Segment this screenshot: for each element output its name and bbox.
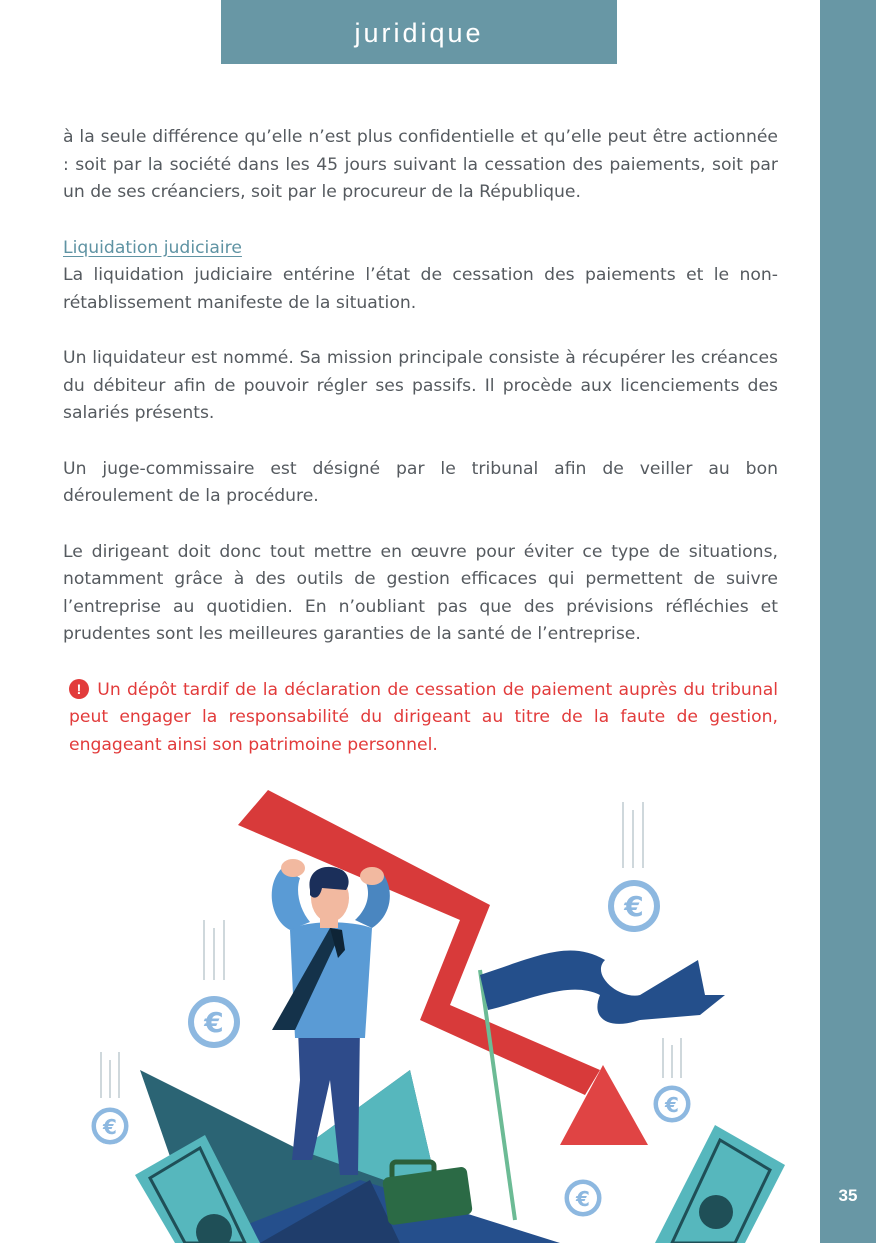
euro-coin-icon (90, 1106, 130, 1146)
euro-coin-icon (606, 878, 662, 934)
section-header-tab (221, 0, 617, 64)
paragraph-judge: Un juge-commissaire est désigné par le tribunal afin de veiller au bon déroulement de la procédure. (63, 458, 778, 506)
section-heading: Liquidation judiciaire (63, 237, 242, 258)
euro-coin-icon (186, 994, 242, 1050)
euro-coin-icon (563, 1178, 603, 1218)
euro-coin-icon (652, 1084, 692, 1124)
side-margin-bar (820, 0, 876, 1243)
motion-lines (101, 802, 681, 1098)
paragraph-liquidation: La liquidation judiciaire entérine l’état de cessation des paiements et le non-rétablissement manifeste de la situation. (63, 265, 778, 313)
svg-text:€: € (576, 1187, 590, 1211)
warning-text: Un dépôt tardif de la déclaration de cessation de paiement auprès du tribunal peut engager la responsabilité du dirigeant au titre de la faute de gestion, engageant ainsi son patrimoine personnel. (69, 679, 778, 755)
section-title: juridique (354, 17, 484, 48)
svg-text:€: € (103, 1115, 117, 1139)
svg-text:€: € (204, 1006, 224, 1039)
paragraph-intro: à la seule différence qu’elle n’est plus confidentielle et qu’elle peut être actionnée : soit par la société dans les 45 jours suivant la cessation des paiements, soit par un de ses créanciers, soit par le procureur de la République. (63, 127, 778, 202)
svg-text:€: € (624, 890, 644, 923)
page-number: 35 (838, 1186, 858, 1205)
document-body (63, 124, 778, 759)
business-failure-illustration (0, 780, 820, 1243)
svg-text:€: € (665, 1093, 679, 1117)
paragraph-liquidator: Un liquidateur est nommé. Sa mission principale consiste à récupérer les créances du débiteur afin de pouvoir régler ses passifs. Il procède aux licenciements des salariés présents. (63, 348, 778, 423)
banknote-right (655, 1125, 785, 1243)
paragraph-manager: Le dirigeant doit donc tout mettre en œuvre pour éviter ce type de situations, notamment grâce à des outils de gestion efficaces qui permettent de suivre l’entreprise au quotidien. En n’oubliant pas que des prévisions réfléchies et prudentes sont les meilleures garanties de la santé de l’entreprise. (63, 541, 778, 644)
exclamation-circle-icon: ! (69, 679, 89, 699)
liquidation-section (63, 235, 778, 318)
warning-note (63, 677, 778, 760)
